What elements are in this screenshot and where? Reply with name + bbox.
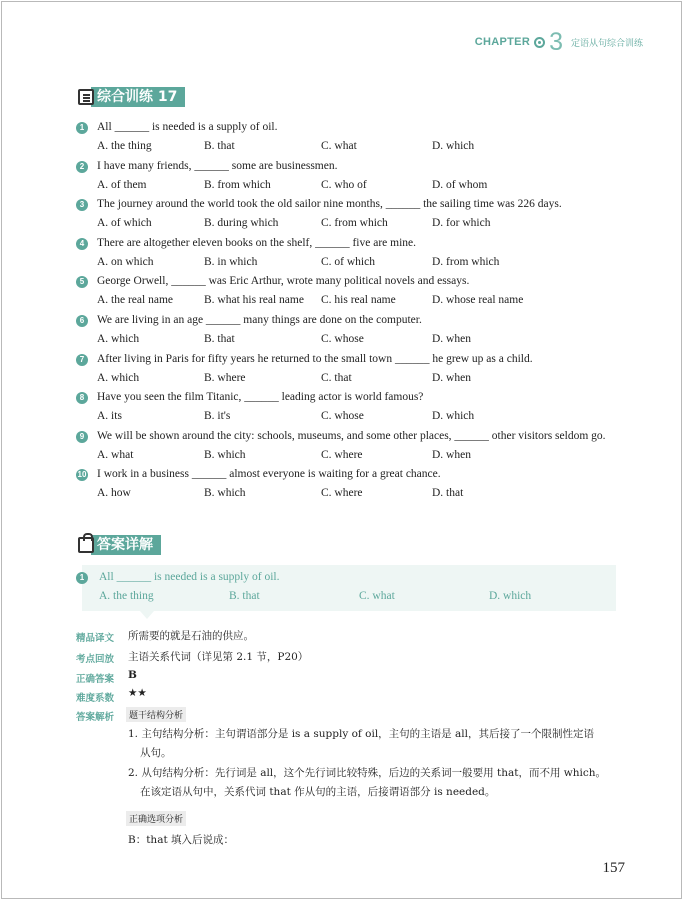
- answer-option-b: B. that: [229, 590, 260, 602]
- difficulty-stars: ★★: [128, 687, 147, 699]
- answer-option-a: A. the thing: [99, 590, 154, 602]
- answer-section-title: [78, 535, 161, 555]
- stem-analysis-tag: 题干结构分析: [126, 707, 186, 722]
- question-text: After living in Paris for fifty years he returned to the small town ______ he grew up as a child.: [97, 352, 533, 365]
- question-text: I work in a business ______ almost everyone is waiting for a great chance.: [97, 468, 441, 481]
- option-a: A. the thing: [97, 140, 152, 152]
- question-text: The journey around the world took the old sailor nine months, ______ the sailing time was 226 days.: [97, 198, 562, 211]
- option-a: A. on which: [97, 255, 154, 268]
- point-2-line-2: 在该定语从句中，关系代词 that 作从句的主语，后接谓语部分 is needed。: [140, 786, 496, 798]
- question-number: 5: [76, 276, 88, 288]
- difficulty-label: 难度系数: [76, 693, 115, 704]
- page-number: 157: [602, 860, 625, 876]
- point-1-line-1: 1. 主句结构分析：主句谓语部分是 is a supply of oil，主句的主语是 all，其后接了一个限制性定语: [128, 728, 594, 740]
- option-b: B. that: [204, 333, 235, 345]
- option-analysis-line: B：that 填入后说成：: [128, 834, 235, 846]
- option-d: D. which: [432, 410, 475, 423]
- question-number: 1: [76, 122, 88, 134]
- option-c: C. where: [321, 448, 363, 461]
- chapter-number: 3: [549, 28, 563, 56]
- option-c: C. from which: [321, 217, 388, 230]
- option-d: D. from which: [432, 255, 500, 268]
- translation-label: 精品译文: [76, 633, 115, 644]
- option-a: A. how: [97, 487, 131, 500]
- option-b: B. which: [204, 487, 246, 500]
- option-d: D. which: [432, 140, 475, 152]
- option-a: A. of them: [97, 178, 147, 191]
- chapter-header: [474, 28, 643, 56]
- correct-answer-label: 正确答案: [76, 674, 115, 685]
- answer-option-c: C. what: [359, 590, 395, 602]
- option-d: D. when: [432, 371, 471, 384]
- option-b: B. in which: [204, 255, 258, 268]
- option-d: D. that: [432, 487, 464, 500]
- document-icon: [78, 89, 94, 105]
- answer-question-number: 1: [76, 572, 88, 584]
- chapter-title: 定语从句综合训练: [570, 38, 643, 49]
- question-number: 8: [76, 392, 88, 404]
- exercise-title: 综合训练 17: [91, 87, 185, 107]
- question-number: 9: [76, 431, 88, 443]
- option-c: C. where: [321, 487, 363, 500]
- option-c: C. of which: [321, 255, 375, 268]
- translation-text: 所需要的就是石油的供应。: [128, 630, 254, 642]
- question-number: 7: [76, 354, 88, 366]
- chapter-ring-icon: [534, 37, 545, 48]
- question-number: 2: [76, 161, 88, 173]
- exercise-section-title: [78, 87, 185, 107]
- option-d: D. when: [432, 448, 471, 461]
- option-c: C. that: [321, 371, 352, 384]
- question-text: We are living in an age ______ many things are done on the computer.: [97, 314, 422, 326]
- question-text: George Orwell, ______ was Eric Arthur, wrote many political novels and essays.: [97, 275, 470, 288]
- option-a: A. what: [97, 448, 134, 461]
- analysis-label: 答案解析: [76, 712, 115, 723]
- question-number: 10: [77, 470, 87, 480]
- option-a: A. which: [97, 371, 140, 384]
- option-d: D. when: [432, 333, 471, 345]
- question-text: Have you seen the film Titanic, ______ leading actor is world famous?: [97, 391, 424, 404]
- answer-option-d: D. which: [489, 590, 532, 602]
- answer-question-text: All ______ is needed is a supply of oil.: [99, 571, 280, 583]
- option-a: A. of which: [97, 217, 152, 230]
- lock-icon: [78, 537, 94, 553]
- correct-answer-value: B: [128, 669, 137, 681]
- option-b: B. that: [204, 140, 235, 152]
- option-b: B. what his real name: [204, 294, 304, 307]
- question-number: 6: [76, 315, 88, 327]
- option-a: A. its: [97, 410, 122, 423]
- question-number: 4: [76, 238, 88, 250]
- option-analysis-tag: 正确选项分析: [126, 811, 186, 826]
- point-2-line-1: 2. 从句结构分析：先行词是 all，这个先行词比较特殊，后边的关系词一般要用 that，而不用 which。: [128, 767, 607, 779]
- point-1-line-2: 从句。: [140, 747, 172, 759]
- option-d: D. for which: [432, 217, 491, 230]
- option-b: B. during which: [204, 217, 279, 230]
- option-c: C. who of: [321, 178, 367, 191]
- option-c: C. whose: [321, 333, 364, 345]
- option-b: B. where: [204, 371, 246, 384]
- question-text: There are altogether eleven books on the shelf, ______ five are mine.: [97, 236, 417, 249]
- option-a: A. which: [97, 333, 140, 345]
- review-text: 主语关系代词（详见第 2.1 节，P20）: [128, 651, 309, 663]
- option-a: A. the real name: [97, 294, 173, 307]
- answer-title: 答案详解: [91, 535, 161, 555]
- chapter-word: CHAPTER: [474, 36, 531, 48]
- answer-box-pointer: [140, 611, 154, 619]
- review-label: 考点回放: [76, 654, 115, 665]
- question-text: I have many friends, ______ some are businessmen.: [97, 159, 338, 172]
- question-text: All ______ is needed is a supply of oil.: [97, 121, 278, 133]
- option-d: D. whose real name: [432, 294, 524, 307]
- option-b: B. from which: [204, 178, 271, 191]
- option-b: B. which: [204, 448, 246, 461]
- option-d: D. of whom: [432, 178, 488, 191]
- option-c: C. his real name: [321, 294, 396, 307]
- option-c: C. what: [321, 140, 357, 152]
- question-text: We will be shown around the city: schools, museums, and some other places, ______ other visitors seldom go.: [97, 429, 606, 442]
- question-number: 3: [76, 199, 88, 211]
- option-c: C. whose: [321, 410, 364, 423]
- option-b: B. it's: [204, 410, 231, 423]
